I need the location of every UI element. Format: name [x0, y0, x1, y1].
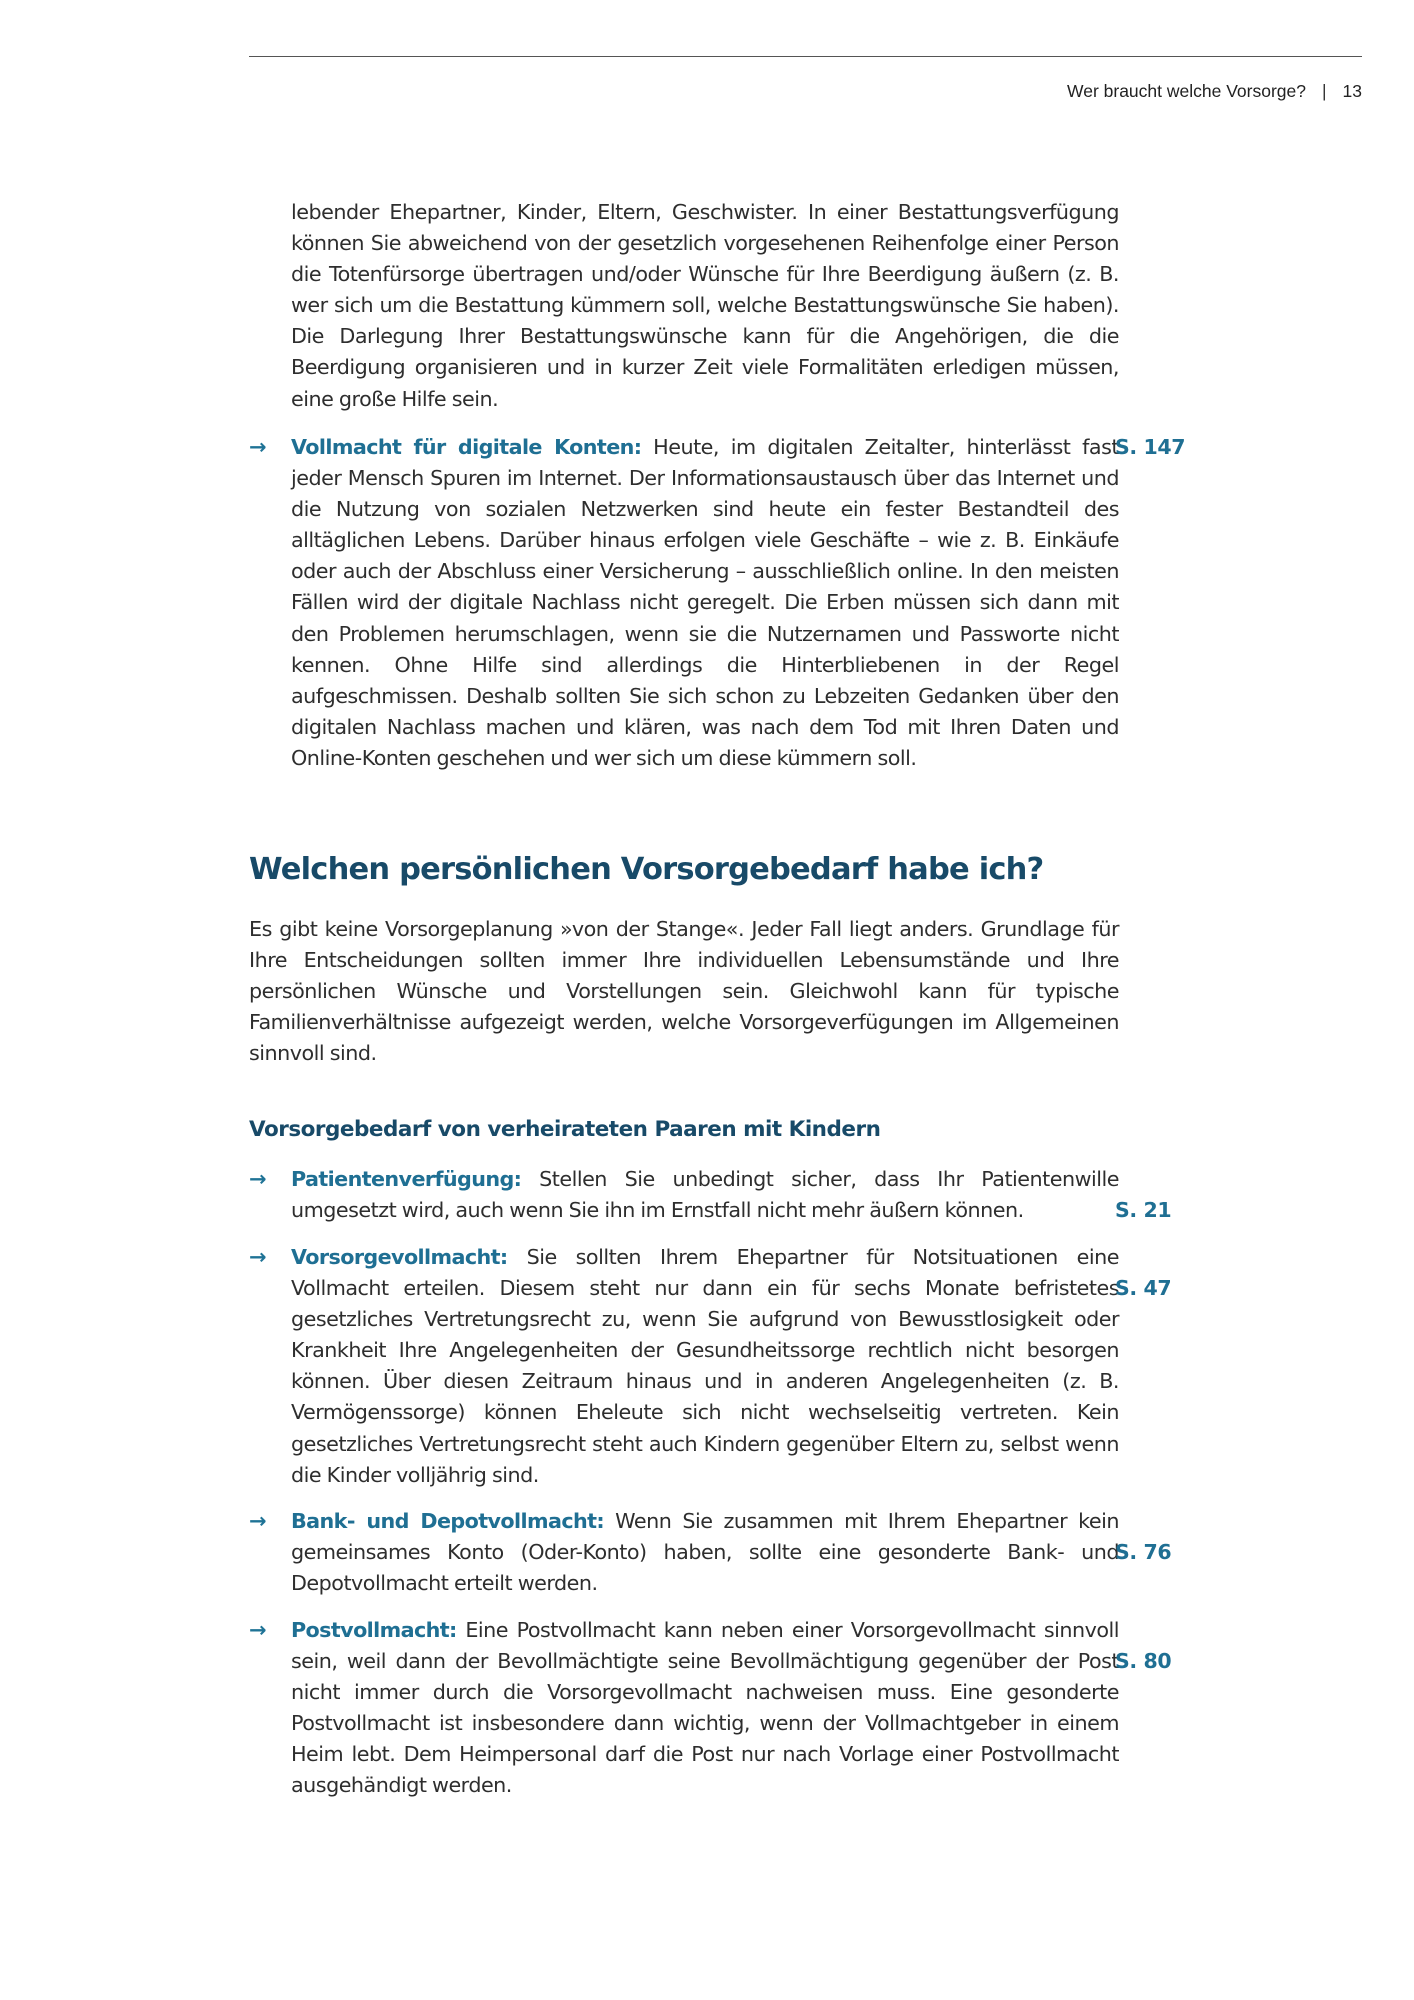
list-item-text: [291, 1164, 1119, 1226]
list-item-text: [291, 1506, 1119, 1599]
section-paragraph: Es gibt keine Vorsorgeplanung »von der Stange«. Jeder Fall liegt anders. Grundlage für Ihre Entscheidungen sollten immer Ihre individuellen Lebensumstände und Ihre persönlichen Wünsche und Vorstellungen sein. Gleichwohl kann für typische Familienverhältnisse aufgezeigt werden, welche Vorsorgeverfügungen im Allgemeinen sinnvoll sind.: [249, 917, 1119, 1066]
header-rule: [249, 56, 1362, 57]
section-heading: Welchen persönlichen Vorsorgebedarf habe ich?: [249, 852, 1044, 887]
arrow-icon: →: [249, 1245, 267, 1269]
page-reference: S. 80: [1115, 1649, 1172, 1673]
list-item-term: Vollmacht für digitale Konten:: [291, 435, 642, 459]
list-item-term: Patientenverfügung:: [291, 1167, 522, 1191]
page-reference: S. 147: [1115, 435, 1186, 459]
page-reference: S. 76: [1115, 1540, 1172, 1564]
list-item-term: Postvollmacht:: [291, 1618, 457, 1642]
list-item-text: [291, 1242, 1119, 1491]
chapter-title: Wer braucht welche Vorsorge?: [1067, 81, 1306, 101]
list-item-body: Heute, im digitalen Zeitalter, hinterlässt fast jeder Mensch Spuren im Internet. Der Informationsaustausch über das Internet und die Nutzung von sozialen Netzwerken sind heute ein fester Bestandteil des alltäglichen Lebens. Darüber hinaus erfolgen viele Geschäfte – wie z. B. Einkäufe oder auch der Abschluss einer Versicherung – ausschließlich online. In den meisten Fällen wird der digitale Nachlass nicht geregelt. Die Erben müssen sich dann mit den Problemen herumschlagen, wenn sie die Nutzernamen und Passworte nicht kennen. Ohne Hilfe sind allerdings die Hinterbliebenen in der Regel aufgeschmissen. Deshalb sollten Sie sich schon zu Lebzeiten Gedanken über den digitalen Nachlass machen und klären, was nach dem Tod mit Ihren Daten und Online-Konten geschehen und wer sich um diese kümmern soll.: [291, 435, 1119, 770]
page-reference: S. 21: [1115, 1198, 1172, 1222]
list-item-term: Bank- und Depotvollmacht:: [291, 1509, 605, 1533]
list-item-text: [291, 432, 1119, 774]
arrow-icon: →: [249, 1618, 267, 1642]
intro-paragraph: lebender Ehepartner, Kinder, Eltern, Geschwister. In einer Bestattungsverfügung können Sie abweichend von der gesetzlich vorgesehenen Reihenfolge einer Person die Totenfürsorge übertragen und/oder Wünsche für Ihre Beerdigung äußern (z. B. wer sich um die Bestattung kümmern soll, welche Bestattungswünsche Sie haben). Die Darlegung Ihrer Bestattungswünsche kann für die Angehörigen, die die Beerdigung organisieren und in kurzer Zeit viele Formalitäten erledigen müssen, eine große Hilfe sein.: [291, 200, 1119, 411]
header-separator: |: [1321, 81, 1327, 101]
list-item-term: Vorsorgevollmacht:: [291, 1245, 508, 1269]
arrow-icon: →: [249, 1509, 267, 1533]
list-item-body: Stellen Sie unbedingt sicher, dass Ihr Patientenwille umgesetzt wird, auch wenn Sie ihn im Ernstfall nicht mehr äußern können.: [291, 1167, 1119, 1223]
arrow-icon: →: [249, 435, 267, 459]
list-item-body: Sie sollten Ihrem Ehepartner für Notsituationen eine Vollmacht erteilen. Diesem steht nur dann ein für sechs Monate befristetes gesetzliches Vertretungsrecht zu, wenn Sie aufgrund von Bewusstlosigkeit oder Krankheit Ihre Angelegenheiten der Gesundheitssorge rechtlich nicht besorgen können. Über diesen Zeitraum hinaus und in anderen Angelegenheiten (z. B. Vermögenssorge) können Eheleute sich nicht wechselseitig vertreten. Kein gesetzliches Vertretungsrecht steht auch Kindern gegenüber Eltern zu, selbst wenn die Kinder volljährig sind.: [291, 1245, 1119, 1487]
page-reference: S. 47: [1115, 1276, 1172, 1300]
running-header: [1067, 81, 1362, 102]
list-item-body: Wenn Sie zusammen mit Ihrem Ehepartner kein gemeinsames Konto (Oder-Konto) haben, sollte eine gesonderte Bank- und Depotvollmacht erteilt werden.: [291, 1509, 1119, 1596]
arrow-icon: →: [249, 1167, 267, 1191]
subsection-heading: Vorsorgebedarf von verheirateten Paaren mit Kindern: [249, 1117, 881, 1142]
page-number: 13: [1342, 81, 1362, 101]
list-item-text: [291, 1615, 1119, 1802]
list-item-body: Eine Postvollmacht kann neben einer Vorsorgevollmacht sinnvoll sein, weil dann der Bevollmächtigte seine Bevollmächtigung gegenüber der Post nicht immer durch die Vorsorgevollmacht nachweisen muss. Eine gesonderte Postvollmacht ist insbesondere dann wichtig, wenn der Vollmachtgeber in einem Heim lebt. Dem Heimpersonal darf die Post nur nach Vorlage einer Postvollmacht ausgehändigt werden.: [291, 1618, 1119, 1798]
